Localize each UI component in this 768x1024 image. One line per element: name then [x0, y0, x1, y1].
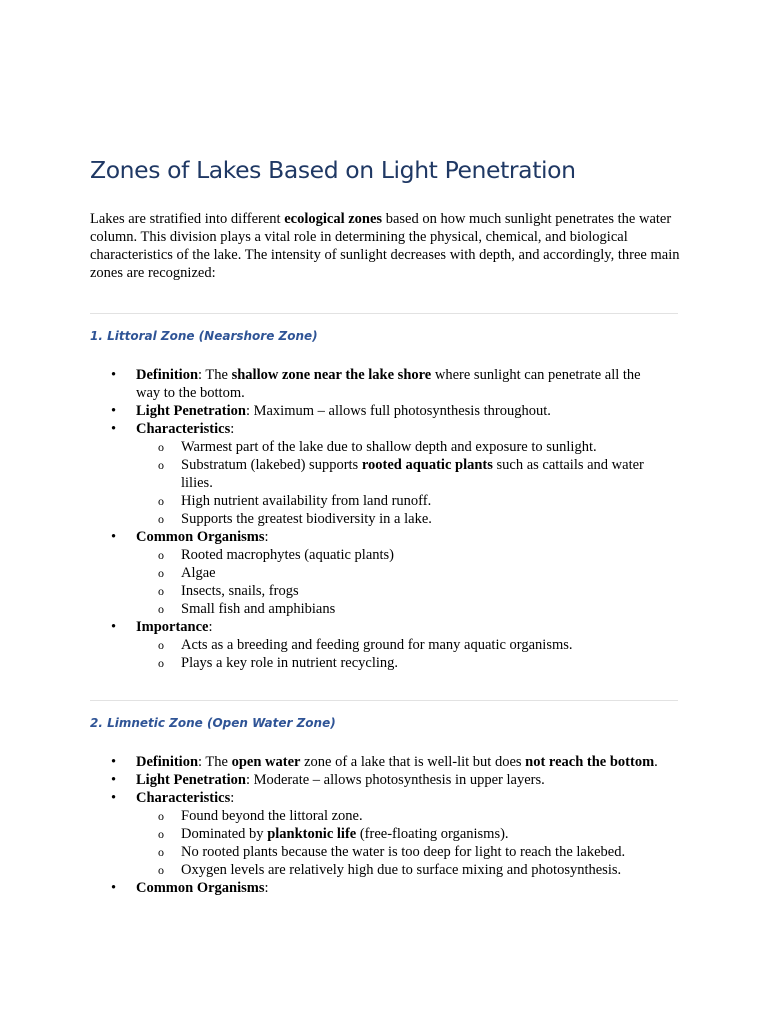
organisms-label: Common Organisms [136, 880, 265, 896]
littoral-light-penetration [0, 402, 666, 420]
definition-label: Definition [136, 367, 199, 383]
divider-1 [90, 313, 678, 314]
item-text-cont: (free-floating organisms). [356, 826, 509, 842]
divider-2 [90, 700, 678, 701]
littoral-definition [0, 366, 666, 402]
intro-text-cont: based on how much sunlight penetrates the water column. This division plays a vital role in determining the physical, chemical, and biological characteristics of the lake. The intensity of sunlight decreases with depth, and accordingly, three main zones are recognized: [90, 211, 680, 281]
list-item: o Small fish and amphibians [136, 600, 651, 618]
colon: : [264, 880, 269, 896]
light-label: Light Penetration [136, 772, 246, 788]
colon: : [264, 529, 269, 545]
littoral-characteristics [0, 420, 666, 528]
item-text-cont: such as cattails and water lilies. [181, 457, 644, 491]
definition-bold: open water [231, 754, 301, 770]
list-item: o Acts as a breeding and feeding ground for many aquatic organisms. [136, 636, 651, 654]
importance-label: Importance [136, 619, 209, 635]
item-text: Dominated by [181, 826, 268, 842]
colon: : [230, 790, 235, 806]
limnetic-characteristics [0, 789, 666, 879]
intro-text: Lakes are stratified into different [90, 211, 285, 227]
list-item: o Algae [136, 564, 651, 582]
list-item: o Found beyond the littoral zone. [136, 807, 651, 825]
characteristics-sublist [136, 438, 666, 528]
intro-paragraph [90, 210, 680, 282]
list-item: o Warmest part of the lake due to shallow depth and exposure to sunlight. [136, 438, 651, 456]
definition-text: : The [198, 367, 232, 383]
definition-period: . [654, 754, 658, 770]
list-item [136, 456, 651, 492]
list-item: o Insects, snails, frogs [136, 582, 651, 600]
limnetic-definition [0, 753, 666, 771]
littoral-common-organisms [0, 528, 666, 618]
characteristics-label: Characteristics [136, 421, 231, 437]
light-text: : Maximum – allows full photosynthesis throughout. [245, 403, 551, 419]
colon: : [230, 421, 235, 437]
characteristics-sublist [136, 807, 666, 879]
light-text: : Moderate – allows photosynthesis in upper layers. [245, 772, 545, 788]
list-item: o No rooted plants because the water is too deep for light to reach the lakebed. [136, 843, 651, 861]
colon: : [208, 619, 213, 635]
definition-bold: shallow zone near the lake shore [231, 367, 432, 383]
list-item: o High nutrient availability from land runoff. [136, 492, 651, 510]
definition-label: Definition [136, 754, 199, 770]
light-label: Light Penetration [136, 403, 246, 419]
limnetic-zone-list [0, 753, 666, 897]
list-item: o Rooted macrophytes (aquatic plants) [136, 546, 651, 564]
definition-text-cont: zone of a lake that is well-lit but does [300, 754, 526, 770]
list-item: o Plays a key role in nutrient recycling. [136, 654, 651, 672]
limnetic-common-organisms [0, 879, 666, 897]
definition-text: : The [198, 754, 232, 770]
list-item [136, 825, 651, 843]
organisms-sublist [136, 546, 666, 618]
definition-text-cont: where sunlight can penetrate all the way to the bottom. [136, 367, 641, 401]
littoral-zone-list [0, 366, 666, 672]
littoral-zone-heading: 1. Littoral Zone (Nearshore Zone) [90, 329, 318, 343]
item-text: Substratum (lakebed) supports [181, 457, 362, 473]
limnetic-light-penetration [0, 771, 666, 789]
list-item: o Supports the greatest biodiversity in a lake. [136, 510, 651, 528]
characteristics-label: Characteristics [136, 790, 231, 806]
definition-bold-2: not reach the bottom [525, 754, 655, 770]
littoral-importance [0, 618, 666, 672]
page-title: Zones of Lakes Based on Light Penetration [90, 156, 576, 184]
item-bold: rooted aquatic plants [361, 457, 493, 473]
list-item: o Oxygen levels are relatively high due to surface mixing and photosynthesis. [136, 861, 651, 879]
importance-sublist [136, 636, 666, 672]
limnetic-zone-heading: 2. Limnetic Zone (Open Water Zone) [90, 716, 336, 730]
intro-bold: ecological zones [284, 211, 383, 227]
item-bold: planktonic life [267, 826, 357, 842]
organisms-label: Common Organisms [136, 529, 265, 545]
